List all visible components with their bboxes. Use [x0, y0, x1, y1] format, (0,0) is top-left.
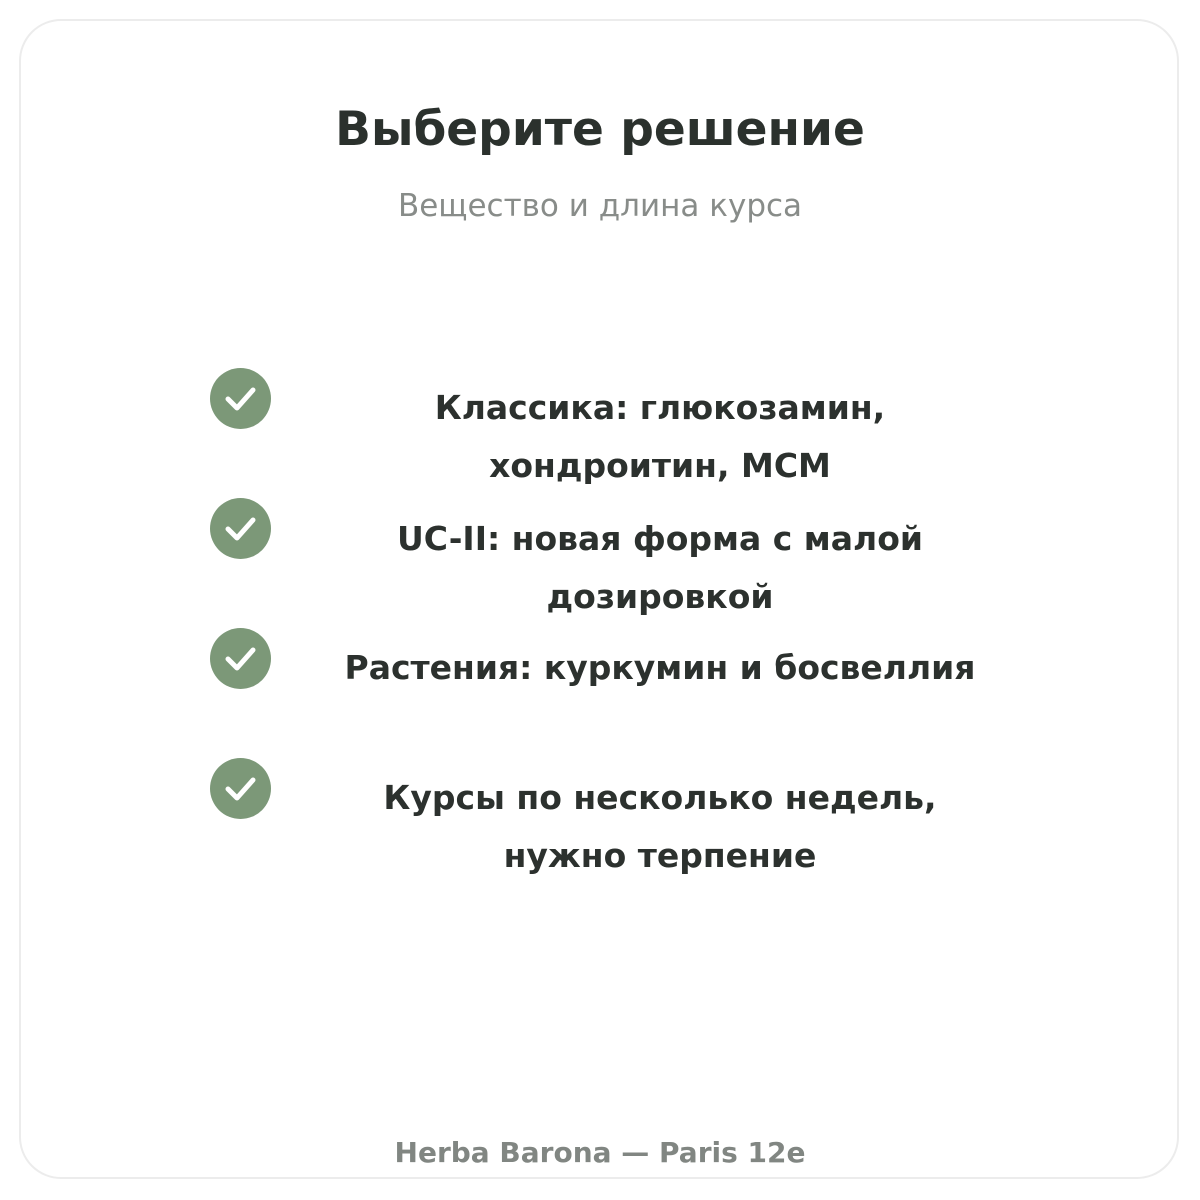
check-circle-icon — [210, 498, 271, 559]
list-item — [0, 368, 1200, 498]
footer-text: Herba Barona — Paris 12e — [394, 1136, 806, 1169]
check-circle-icon — [210, 368, 271, 429]
list-item-label: Классика: глюкозамин, хондроитин, МСМ — [434, 388, 886, 485]
list-item-label: Растения: куркумин и босвеллия — [344, 648, 976, 687]
list-item — [0, 758, 1200, 888]
page-title: Выберите решение — [335, 102, 865, 157]
list-item-label: UC-II: новая форма с малой дозировкой — [396, 519, 924, 616]
page-subtitle: Вещество и длина курса — [397, 188, 803, 224]
list-item-label: Курсы по несколько недель, нужно терпение — [383, 778, 937, 875]
list-item — [0, 498, 1200, 628]
list-item — [0, 628, 1200, 758]
check-circle-icon — [210, 758, 271, 819]
check-circle-icon — [210, 628, 271, 689]
